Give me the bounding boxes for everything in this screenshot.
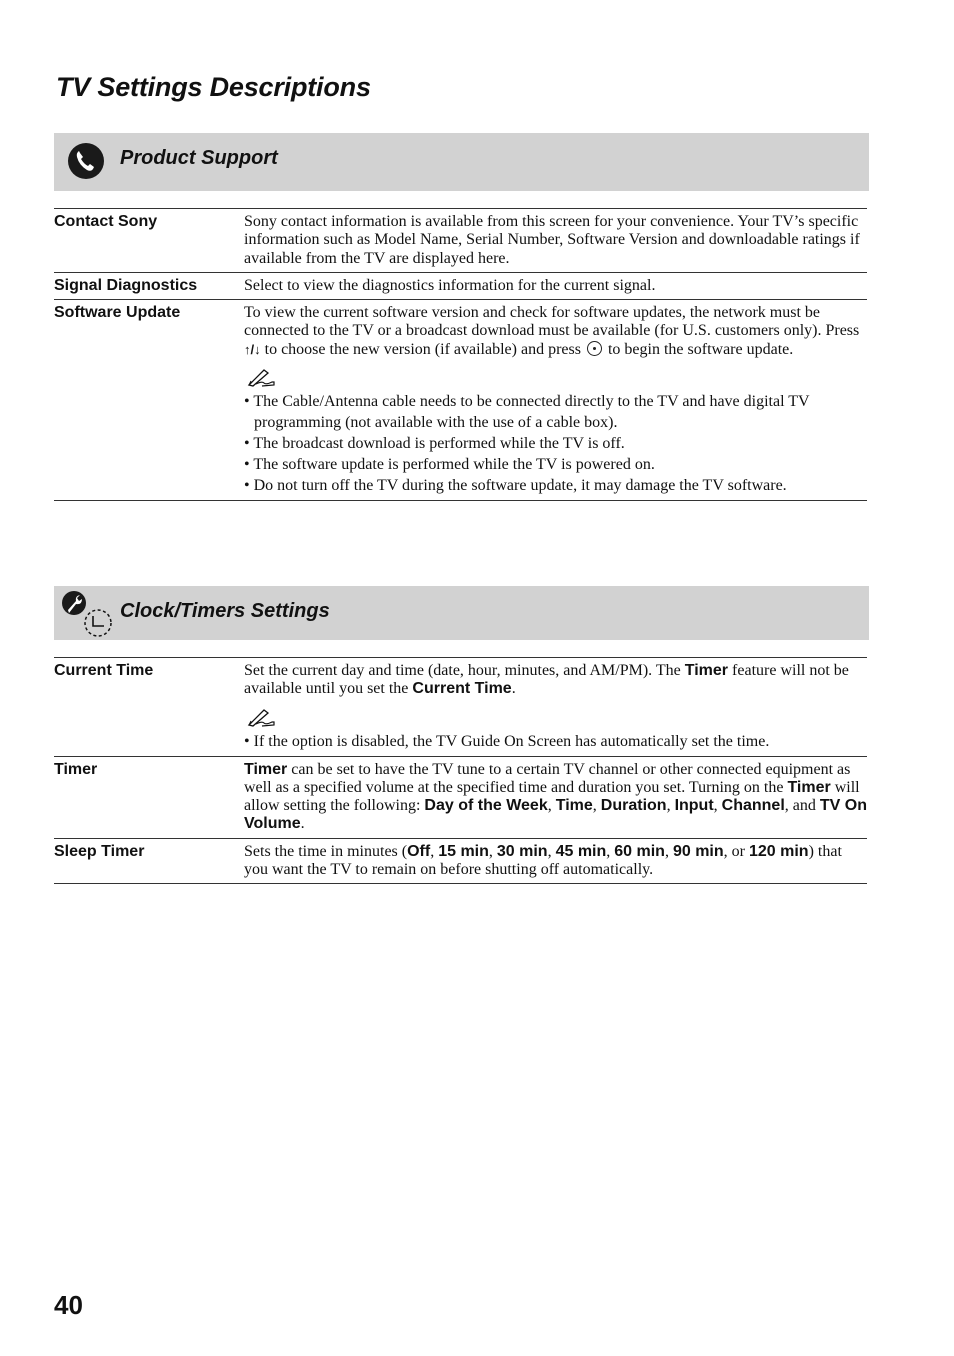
timer-term: Timer: [54, 760, 98, 778]
timer-text-b: will allow setting the following:: [244, 778, 860, 815]
option-off: Off: [407, 842, 431, 860]
separator: .: [300, 815, 305, 833]
clock-timers-heading: Clock/Timers Settings: [120, 600, 330, 622]
separator: ,: [713, 797, 718, 815]
option-channel: Channel: [721, 797, 785, 815]
current-time-text-a: Set the current day and time (date, hour, minutes, and AM/PM). The: [244, 662, 681, 679]
separator: ,: [664, 842, 669, 860]
list-item: • The Cable/Antenna cable needs to be connected directly to the TV and have digital TV programming (not available with the use of a cable box).: [244, 391, 867, 433]
phone-icon: [66, 141, 106, 181]
page-number: 40: [54, 1290, 83, 1320]
software-update-text-c: to begin the software update.: [607, 340, 794, 358]
wrench-clock-icon: [60, 589, 116, 639]
clock-timers-header: [54, 586, 869, 640]
option-90-min: 90 min: [672, 842, 724, 860]
table-row: [54, 273, 867, 300]
sleep-timer-term: Sleep Timer: [54, 842, 145, 860]
signal-diagnostics-desc: Select to view the diagnostics information for the current signal.: [244, 276, 656, 294]
note-pencil-icon: [246, 707, 276, 727]
product-support-header: [54, 133, 869, 191]
separator: ,: [606, 842, 611, 860]
timer-term-ref: Timer: [684, 662, 729, 679]
up-down-arrows-icon: ↑/↓: [244, 341, 261, 357]
list-item: • The broadcast download is performed while the TV is off.: [244, 433, 867, 454]
separator: , and: [784, 797, 816, 815]
software-update-text-b: to choose the new version (if available) and press: [264, 340, 581, 358]
option-input: Input: [674, 797, 714, 815]
current-time-text-b: feature will not be available until you set the: [244, 662, 849, 698]
table-row: [54, 839, 867, 885]
sleep-timer-desc: [244, 842, 867, 880]
separator: ,: [430, 842, 435, 860]
timer-desc: [244, 760, 867, 834]
timer-ref-2: Timer: [787, 778, 831, 796]
timer-text-a: can be set to have the TV tune to a certain TV channel or other connected equipment as well as a specified volume at the specified time and duration you set. Turning on the: [244, 760, 851, 796]
table-row: [54, 209, 867, 273]
current-time-desc: [244, 661, 867, 752]
software-update-term: Software Update: [54, 304, 181, 322]
separator: ,: [592, 797, 597, 815]
list-item: • If the option is disabled, the TV Guide On Screen has automatically set the time.: [244, 731, 867, 752]
page-title: TV Settings Descriptions: [56, 72, 371, 102]
list-item: • The software update is performed while the TV is powered on.: [244, 454, 867, 475]
software-update-desc: [244, 303, 867, 496]
sleep-timer-text-b: ) that you want the TV to remain on before shutting off automatically.: [244, 842, 842, 879]
clock-timers-table: [54, 657, 867, 884]
separator: ,: [547, 842, 552, 860]
signal-diagnostics-term: Signal Diagnostics: [54, 276, 198, 294]
timer-ref: Timer: [244, 760, 288, 778]
option-30-min: 30 min: [496, 842, 548, 860]
separator: ,: [547, 797, 552, 815]
table-row: [54, 658, 867, 757]
option-tv-on-volume: TV On Volume: [244, 797, 867, 833]
option-120-min: 120 min: [748, 842, 809, 860]
current-time-notes: [244, 731, 867, 752]
product-support-heading: Product Support: [120, 147, 278, 169]
contact-sony-term: Contact Sony: [54, 213, 158, 230]
contact-sony-desc: Sony contact information is available from this screen for your convenience. Your TV’s specific information such as Model Name, Serial Number, Software Version and downloadable ratings if available from the TV are displayed here.: [244, 213, 860, 267]
table-row: [54, 757, 867, 839]
software-update-text-a: To view the current software version and check for software updates, the network must be connected to the TV or a broadcast download must be available (for U.S. customers only). Press: [244, 304, 860, 340]
table-row: [54, 300, 867, 501]
current-time-text-c: .: [511, 680, 516, 698]
note-pencil-icon: [246, 367, 276, 387]
separator: , or: [723, 842, 745, 860]
current-time-ref: Current Time: [412, 680, 512, 698]
option-45-min: 45 min: [555, 842, 607, 860]
option-day-of-week: Day of the Week: [424, 797, 548, 815]
separator: ,: [666, 797, 671, 815]
sleep-timer-text-a: Sets the time in minutes (: [244, 842, 408, 860]
option-60-min: 60 min: [614, 842, 665, 860]
current-time-term: Current Time: [54, 662, 154, 679]
list-item: • Do not turn off the TV during the software update, it may damage the TV software.: [244, 475, 867, 496]
option-15-min: 15 min: [438, 842, 489, 860]
separator: ,: [488, 842, 493, 860]
option-duration: Duration: [600, 797, 667, 815]
option-time: Time: [555, 797, 593, 815]
enter-button-icon: [587, 341, 602, 356]
software-update-notes: [244, 391, 867, 496]
product-support-table: [54, 208, 867, 501]
